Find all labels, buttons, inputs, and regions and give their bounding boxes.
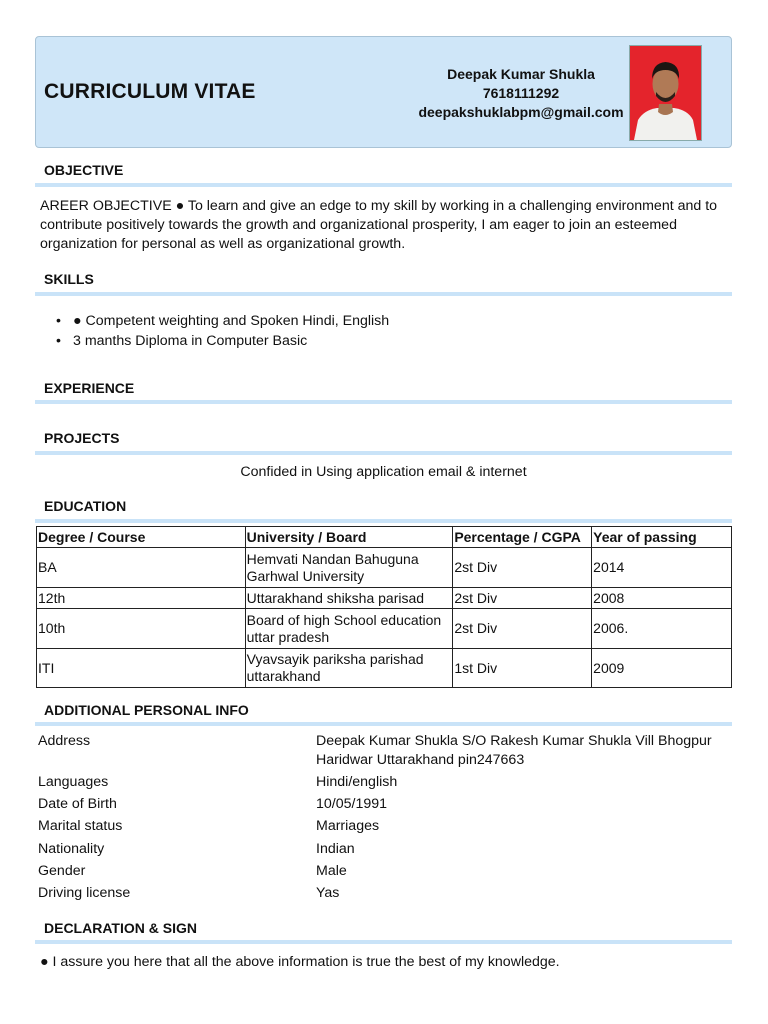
- section-divider: [35, 722, 732, 726]
- table-cell: 2st Div: [453, 588, 592, 609]
- section-divider: [35, 451, 732, 455]
- column-header: University / Board: [245, 527, 453, 548]
- table-cell: 2st Div: [453, 609, 592, 649]
- info-value: Yas: [316, 885, 340, 902]
- info-row-nationality: [38, 840, 738, 859]
- info-row-marital-status: [38, 817, 738, 836]
- table-cell: 1st Div: [453, 649, 592, 688]
- phone-number: 7618111292: [482, 85, 560, 101]
- table-cell: Board of high School education uttar pradesh: [245, 609, 453, 649]
- info-row-driving-license: [38, 884, 738, 903]
- info-label: Languages: [38, 773, 109, 790]
- table-cell: 2008: [592, 588, 732, 609]
- table-cell: 2009: [592, 649, 732, 688]
- info-label: Marital status: [38, 818, 123, 835]
- section-title-education: EDUCATION: [44, 498, 127, 514]
- info-label: Gender: [38, 862, 86, 879]
- table-row: [37, 649, 732, 688]
- contact-block: [410, 65, 632, 122]
- column-header: Degree / Course: [37, 527, 246, 548]
- section-divider: [35, 400, 732, 404]
- section-title-personal-info: ADDITIONAL PERSONAL INFO: [44, 702, 249, 718]
- info-value: Male: [316, 862, 347, 879]
- profile-photo: [629, 45, 702, 141]
- info-value: Deepak Kumar Shukla S/O Rakesh Kumar Shukla Vill Bhogpur Haridwar Uttarakhand pin247663: [316, 733, 712, 768]
- table-cell: 2006.: [592, 609, 732, 649]
- table-cell: 2st Div: [453, 548, 592, 588]
- table-cell: Uttarakhand shiksha parisad: [245, 588, 453, 609]
- section-title-experience: EXPERIENCE: [44, 380, 135, 396]
- candidate-name: Deepak Kumar Shukla: [447, 66, 595, 82]
- info-row-languages: [38, 773, 738, 792]
- list-item: • ● Competent weighting and Spoken Hindi, English: [56, 312, 389, 332]
- info-value: 10/05/1991: [316, 796, 388, 813]
- cv-header: [35, 36, 732, 148]
- projects-text: Confided in Using application email & internet: [240, 464, 527, 480]
- table-row: [37, 548, 732, 588]
- table-cell: 2014: [592, 548, 732, 588]
- table-cell: BA: [37, 548, 246, 588]
- skills-list: [56, 312, 389, 351]
- section-divider: [35, 183, 732, 187]
- declaration-text: ● I assure you here that all the above information is true the best of my knowledge.: [40, 954, 560, 970]
- info-label: Address: [38, 733, 91, 749]
- section-title-projects: PROJECTS: [44, 430, 120, 446]
- personal-info-list: [38, 732, 738, 907]
- section-title-objective: OBJECTIVE: [44, 162, 124, 178]
- profile-photo-portrait: [630, 46, 701, 140]
- info-label: Date of Birth: [38, 796, 117, 813]
- table-header-row: [37, 527, 732, 548]
- section-divider: [35, 940, 732, 944]
- section-divider: [35, 292, 732, 296]
- section-divider: [35, 519, 732, 523]
- document-title: CURRICULUM VITAE: [44, 80, 256, 103]
- info-row-date-of-birth: [38, 795, 738, 814]
- table-cell: Vyavsayik pariksha parishad uttarakhand: [245, 649, 453, 688]
- table-cell: ITI: [37, 649, 246, 688]
- table-cell: 12th: [37, 588, 246, 609]
- column-header: Year of passing: [592, 527, 732, 548]
- section-title-declaration: DECLARATION & SIGN: [44, 920, 197, 936]
- info-value: Indian: [316, 840, 355, 857]
- email-address: deepakshuklabpm@gmail.com: [418, 104, 624, 120]
- table-row: [37, 609, 732, 649]
- info-value: Hindi/english: [316, 773, 398, 790]
- info-label: Driving license: [38, 885, 131, 902]
- table-cell: Hemvati Nandan Bahuguna Garhwal University: [245, 548, 453, 588]
- column-header: Percentage / CGPA: [453, 527, 592, 548]
- info-row-gender: [38, 862, 738, 881]
- objective-text: AREER OBJECTIVE ● To learn and give an edge to my skill by working in a challenging environment and to contribute positively towards the growth and organizational prosperity, I am eager to join an esteemed organization for personal as well as organizational growth.: [40, 198, 718, 252]
- list-item: • 3 manths Diploma in Computer Basic: [56, 332, 389, 352]
- info-row-address: [38, 732, 738, 769]
- education-table: [36, 526, 732, 688]
- table-row: [37, 588, 732, 609]
- info-value: Marriages: [316, 818, 380, 835]
- info-label: Nationality: [38, 840, 105, 857]
- table-cell: 10th: [37, 609, 246, 649]
- section-title-skills: SKILLS: [44, 271, 94, 287]
